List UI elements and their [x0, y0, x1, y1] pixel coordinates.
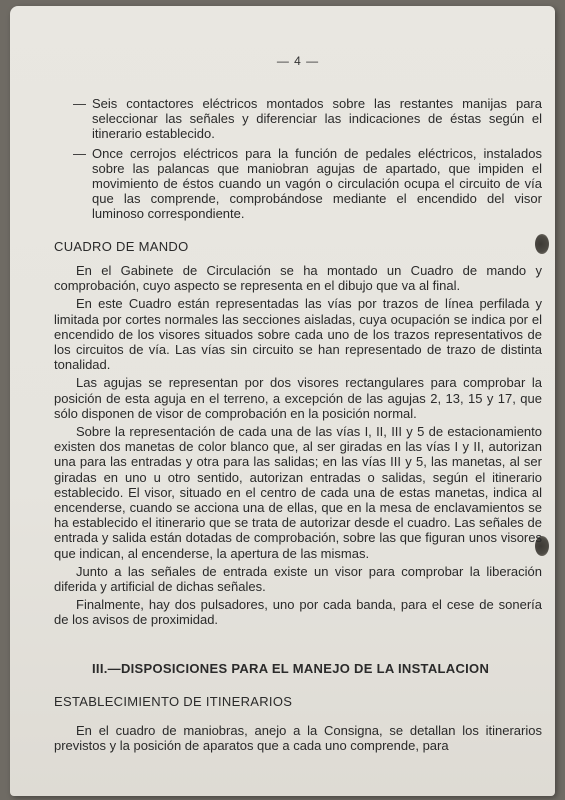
document-page: [10, 6, 555, 796]
bullet-list: [54, 96, 542, 226]
binder-hole: [535, 234, 549, 254]
list-item: [54, 146, 542, 222]
list-item: [54, 96, 542, 142]
paragraph-group: [54, 263, 542, 631]
heading-establecimiento: ESTABLECIMIENTO DE ITINERARIOS: [54, 694, 293, 709]
paragraph: En el cuadro de maniobras, anejo a la Consigna, se detallan los itinerarios previstos y la posición de aparatos que a cada uno comprende, para: [54, 723, 542, 754]
heading-cuadro-de-mando: CUADRO DE MANDO: [54, 239, 189, 254]
page-number: — 4 —: [276, 54, 320, 68]
paragraph: Las agujas se representan por dos visores rectangulares para comprobar la posición de esta aguja en el terreno, a excepción de las agujas 2, 13, 15 y 17, que sólo disponen de visor de comprobación en la posición normal.: [54, 375, 542, 421]
paragraph: Sobre la representación de cada una de las vías I, II, III y 5 de estacionamiento existen dos manetas de color blanco que, al ser giradas en las vías I y II, autorizan una para las entradas y otra para las salidas; en las vías III y 5, las manetas, al ser giradas en uno u otro sentido, autorizan entradas o salidas, según el itinerario establecido. El visor, situado en el centro de cada una de estas manetas, indica al encenderse, cuando se acciona una de ellas, que en la mesa de enclavamientos se ha establecido el itinerario que se trata de autorizar desde el cuadro. Las señales de entrada y salida están dotadas de comprobación, sobre las que figuran unos visores que indican, al encenderse, la apertura de las mismas.: [54, 424, 542, 561]
section-title: III.—DISPOSICIONES PARA EL MANEJO DE LA INSTALACION: [92, 661, 490, 676]
bullet-dash: —: [73, 145, 86, 161]
paragraph: Finalmente, hay dos pulsadores, uno por cada banda, para el cese de sonería de los avisos de proximidad.: [54, 597, 542, 628]
bullet-text: Seis contactores eléctricos montados sobre las restantes manijas para seleccionar las señales y diferenciar las indicaciones de éstas según el itinerario establecido.: [92, 96, 542, 142]
paragraph: Junto a las señales de entrada existe un visor para comprobar la liberación diferida y artificial de dichas señales.: [54, 563, 542, 595]
bullet-text: Once cerrojos eléctricos para la función de pedales eléctricos, instalados sobre las palancas que maniobran agujas de apartado, que impiden el movimiento de éstos cuando un vagón o circulación ocupa el circuito de vía que las comprende, comprobándose mediante el encendido del visor luminoso correspondiente.: [92, 145, 542, 222]
bullet-dash: —: [73, 96, 86, 111]
paragraph: En el Gabinete de Circulación se ha montado un Cuadro de mando y comprobación, cuyo aspecto se representa en el dibujo que va al final.: [54, 263, 542, 294]
paragraph: En este Cuadro están representadas las vías por trazos de línea perfilada y limitada por cortes normales las secciones aisladas, cuya ocupación se indica por el encendido de los visores situados sobre cada uno de los trazos representativos de los circuitos de vía. Las vías sin circuito se han representado de trazo de distinta tonalidad.: [54, 296, 542, 373]
